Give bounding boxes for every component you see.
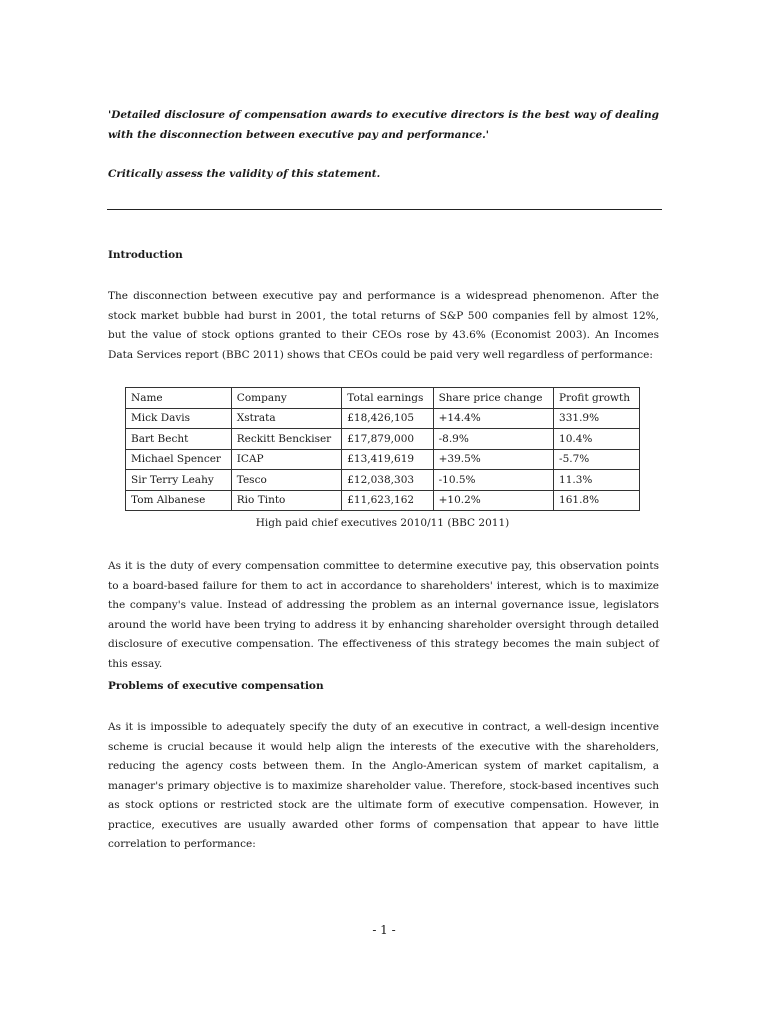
header-total-earnings: Total earnings: [342, 388, 433, 409]
header-name: Name: [126, 388, 232, 409]
cell-profit-growth: 11.3%: [554, 470, 640, 491]
introduction-paragraph: The disconnection between executive pay and performance is a widespread phenomenon. After the stock market bubble had burst in 2001, the total returns of S&P 500 companies fell by almost 12%, but the value of stock options granted to their CEOs rose by 43.6% (Economist 2003). An Incomes Data Services report (BBC 2011) shows that CEOs could be paid very well regardless of performance:: [108, 290, 659, 361]
cell-total-earnings: £12,038,303: [342, 470, 433, 491]
problems-paragraph: As it is impossible to adequately specify the duty of an executive in contract, a well-design incentive scheme is crucial because it would help align the interests of the executive with the shareholders, reducing the agency costs between them. In the Anglo-American system of market capitalism, a manager's primary objective is to maximize shareholder value. Therefore, stock-based incentives such as stock options or restricted stock are the ultimate form of executive compensation. However, in practice, executives are usually awarded other forms of compensation that appear to have little correlation to performance:: [108, 721, 659, 850]
cell-total-earnings: £17,879,000: [342, 429, 433, 450]
table-row: [126, 449, 640, 470]
header-company: Company: [231, 388, 341, 409]
table-row: [126, 429, 640, 450]
essay-task: Critically assess the validity of this statement.: [108, 168, 381, 180]
cell-name: Bart Becht: [126, 429, 232, 450]
introduction-heading: Introduction: [108, 249, 183, 261]
header-share-price-change: Share price change: [433, 388, 553, 409]
table-row: [126, 490, 640, 511]
cell-company: Rio Tinto: [231, 490, 341, 511]
table-row: [126, 470, 640, 491]
page-number: - 1 -: [372, 923, 396, 937]
cell-name: Sir Terry Leahy: [126, 470, 232, 491]
cell-share-price-change: +10.2%: [433, 490, 553, 511]
cell-name: Michael Spencer: [126, 449, 232, 470]
cell-name: Tom Albanese: [126, 490, 232, 511]
cell-company: Tesco: [231, 470, 341, 491]
cell-total-earnings: £18,426,105: [342, 408, 433, 429]
cell-share-price-change: +39.5%: [433, 449, 553, 470]
table-header-row: [126, 388, 640, 409]
cell-share-price-change: -10.5%: [433, 470, 553, 491]
table-row: [126, 408, 640, 429]
cell-company: ICAP: [231, 449, 341, 470]
cell-profit-growth: 10.4%: [554, 429, 640, 450]
executive-pay-table: [125, 387, 640, 511]
header-profit-growth: Profit growth: [554, 388, 640, 409]
table-caption: High paid chief executives 2010/11 (BBC 2011): [255, 517, 510, 529]
cell-company: Xstrata: [231, 408, 341, 429]
horizontal-rule: [107, 209, 662, 210]
cell-share-price-change: -8.9%: [433, 429, 553, 450]
essay-question-quote: 'Detailed disclosure of compensation awards to executive directors is the best way of dealing with the disconnection between executive pay and performance.': [108, 109, 659, 141]
cell-profit-growth: -5.7%: [554, 449, 640, 470]
cell-share-price-change: +14.4%: [433, 408, 553, 429]
cell-profit-growth: 331.9%: [554, 408, 640, 429]
cell-profit-growth: 161.8%: [554, 490, 640, 511]
body-paragraph: As it is the duty of every compensation committee to determine executive pay, this observation points to a board-based failure for them to act in accordance to shareholders' interest, which is to maximize the company's value. Instead of addressing the problem as an internal governance issue, legislators around the world have been trying to address it by enhancing shareholder oversight through detailed disclosure of executive compensation. The effectiveness of this strategy becomes the main subject of this essay.: [108, 560, 659, 670]
cell-company: Reckitt Benckiser: [231, 429, 341, 450]
cell-name: Mick Davis: [126, 408, 232, 429]
cell-total-earnings: £13,419,619: [342, 449, 433, 470]
cell-total-earnings: £11,623,162: [342, 490, 433, 511]
problems-heading: Problems of executive compensation: [108, 680, 324, 692]
